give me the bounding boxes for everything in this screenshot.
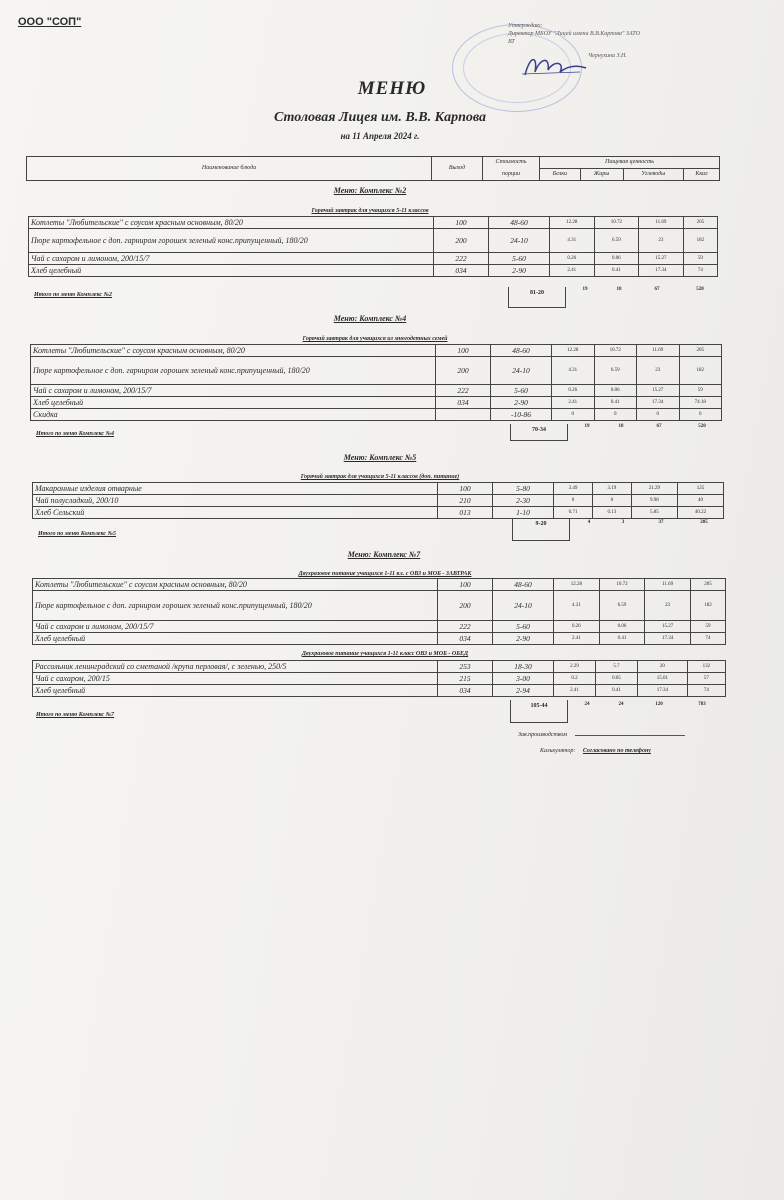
complex-2-table bbox=[28, 216, 718, 277]
dish-kcal: 182 bbox=[690, 591, 725, 621]
dish-name: Чай с сахаром и лимоном, 200/15/7 bbox=[31, 385, 436, 397]
dish-yield: 200 bbox=[434, 229, 489, 253]
dish-name: Хлеб целебный bbox=[31, 397, 436, 409]
production-signature bbox=[518, 732, 685, 738]
header-fat: Жиры bbox=[580, 169, 623, 181]
dish-kcal: 205 bbox=[683, 217, 717, 229]
company-name: ООО "СОП" bbox=[18, 16, 82, 28]
dish-carbs: 21.29 bbox=[631, 483, 677, 495]
dish-kcal: 182 bbox=[679, 357, 722, 385]
table-row bbox=[33, 507, 724, 519]
calc-value: Согласовано по телефону bbox=[582, 748, 651, 754]
dish-protein: 2.41 bbox=[552, 397, 595, 409]
table-row bbox=[33, 621, 726, 633]
header-kcal: Ккал bbox=[683, 169, 719, 181]
total-label: Итого по меню Комплекс №2 bbox=[34, 292, 113, 298]
total-protein: 19 bbox=[582, 287, 588, 292]
dish-carbs: 17.34 bbox=[638, 685, 688, 697]
dish-protein: 12.28 bbox=[550, 217, 595, 229]
dish-fat: 10.72 bbox=[594, 217, 639, 229]
dish-name: Чай с сахаром и лимоном, 200/15/7 bbox=[29, 253, 434, 265]
dish-name: Пюре картофельное с доп. гарниром горошек зеленый конс.припущенный, 180/20 bbox=[29, 229, 434, 253]
dish-name: Чай с сахаром и лимоном, 200/15/7 bbox=[33, 621, 438, 633]
dish-protein: 0.26 bbox=[552, 385, 595, 397]
total-fat: 18 bbox=[616, 287, 622, 292]
header-yield: Выход bbox=[432, 157, 483, 181]
complex-subtitle: Горячий завтрак для учащихся из многодетных семей bbox=[302, 336, 448, 342]
dish-yield: 100 bbox=[438, 483, 493, 495]
calculator-block bbox=[540, 748, 651, 754]
dish-price: 18-30 bbox=[493, 661, 554, 673]
dish-kcal: 74 bbox=[683, 265, 717, 277]
dish-yield: 222 bbox=[434, 253, 489, 265]
complex-7-lunch-table bbox=[32, 660, 726, 697]
page-date: на 11 Апреля 2024 г. bbox=[340, 131, 420, 141]
dish-carbs: 23 bbox=[639, 229, 684, 253]
dish-price: 5-60 bbox=[491, 385, 552, 397]
total-kcal: 783 bbox=[698, 702, 706, 707]
dish-fat: 6.59 bbox=[594, 229, 639, 253]
dish-name: Чай с сахаром, 200/15 bbox=[33, 673, 438, 685]
dish-name: Скидка bbox=[31, 409, 436, 421]
dish-yield: 200 bbox=[436, 357, 491, 385]
dish-price: 2-90 bbox=[491, 397, 552, 409]
dish-kcal: 74.18 bbox=[679, 397, 722, 409]
complex-7-breakfast-table bbox=[32, 578, 726, 645]
dish-carbs: 5.85 bbox=[631, 507, 677, 519]
table-row bbox=[31, 397, 722, 409]
dish-protein: 2.41 bbox=[554, 633, 600, 645]
dish-protein: 0.26 bbox=[550, 253, 595, 265]
dish-fat: 3.19 bbox=[592, 483, 631, 495]
dish-price: 24-10 bbox=[493, 591, 554, 621]
dish-fat: 0 bbox=[592, 495, 631, 507]
dish-fat: 10.72 bbox=[599, 579, 645, 591]
total-price: 105-44 bbox=[510, 700, 568, 723]
page-subtitle: Столовая Лицея им. В.В. Карпова bbox=[273, 110, 487, 125]
complex-title: Меню: Комплекс №4 bbox=[333, 314, 407, 323]
dish-yield: 034 bbox=[438, 633, 493, 645]
complex-title: Меню: Комплекс №2 bbox=[333, 186, 407, 195]
total-label: Итого по меню Комплекс №5 bbox=[38, 531, 117, 537]
total-carbs: 67 bbox=[654, 287, 660, 292]
dish-yield: 210 bbox=[438, 495, 493, 507]
dish-name: Рассольник ленинградский со сметаной /крупа перловая/, с зеленью, 250/5 bbox=[33, 661, 438, 673]
dish-carbs: 11.69 bbox=[645, 579, 691, 591]
complex-title: Меню: Комплекс №7 bbox=[347, 550, 421, 559]
dish-protein: 3.49 bbox=[554, 483, 593, 495]
dish-price: 5-60 bbox=[493, 621, 554, 633]
dish-name: Котлеты "Любительские" с соусом красным основным, 80/20 bbox=[33, 579, 438, 591]
dish-protein: 4.31 bbox=[554, 591, 600, 621]
total-protein: 19 bbox=[584, 424, 590, 429]
dish-fat: 0.13 bbox=[592, 507, 631, 519]
page-title: МЕНЮ bbox=[357, 78, 427, 99]
approval-line: ВТ bbox=[508, 39, 515, 45]
dish-kcal: 205 bbox=[679, 345, 722, 357]
dish-fat: 0.06 bbox=[594, 385, 637, 397]
dish-fat: 0.06 bbox=[594, 253, 639, 265]
approval-line: Директор МБОУ "Лицей имени В.В.Карпова" ЗАТО bbox=[508, 31, 640, 37]
dish-price: -10-86 bbox=[491, 409, 552, 421]
dish-price: 48-60 bbox=[489, 217, 550, 229]
table-row bbox=[31, 357, 722, 385]
dish-name: Хлеб целебный bbox=[29, 265, 434, 277]
signature-icon bbox=[520, 50, 590, 80]
dish-yield: 034 bbox=[438, 685, 493, 697]
dish-kcal: 205 bbox=[690, 579, 725, 591]
dish-kcal: 74 bbox=[687, 685, 725, 697]
dish-fat: 5.7 bbox=[596, 661, 638, 673]
complex-4-table bbox=[30, 344, 722, 421]
dish-yield: 222 bbox=[436, 385, 491, 397]
table-row bbox=[31, 409, 722, 421]
dish-name: Котлеты "Любительские" с соусом красным основным, 80/20 bbox=[31, 345, 436, 357]
dish-kcal: 40 bbox=[677, 495, 723, 507]
dish-name: Хлеб целебный bbox=[33, 685, 438, 697]
dish-kcal: 74 bbox=[690, 633, 725, 645]
complex-title: Меню: Комплекс №5 bbox=[343, 453, 417, 462]
complex-5-table bbox=[32, 482, 724, 519]
complex-subtitle: Двухразовое питание учащихся 1-11 кл. с ОВЗ и МОБ - ЗАВТРАК bbox=[298, 571, 472, 577]
dish-protein: 0.26 bbox=[554, 621, 600, 633]
dish-name: Чай полусладкий, 200/10 bbox=[33, 495, 438, 507]
dish-carbs: 17.34 bbox=[645, 633, 691, 645]
table-row bbox=[33, 495, 724, 507]
dish-kcal: 57 bbox=[687, 673, 725, 685]
table-row bbox=[33, 685, 726, 697]
total-price: 81-20 bbox=[508, 287, 566, 308]
dish-yield: 034 bbox=[436, 397, 491, 409]
dish-carbs: 23 bbox=[645, 591, 691, 621]
dish-kcal: 59 bbox=[683, 253, 717, 265]
header-cost-sub: порции bbox=[483, 169, 540, 181]
dish-price: 48-60 bbox=[493, 579, 554, 591]
dish-yield: 034 bbox=[434, 265, 489, 277]
dish-yield: 215 bbox=[438, 673, 493, 685]
dish-carbs: 11.69 bbox=[639, 217, 684, 229]
dish-fat: 0 bbox=[594, 409, 637, 421]
total-carbs: 37 bbox=[658, 520, 664, 525]
dish-price: 24-10 bbox=[489, 229, 550, 253]
total-fat: 3 bbox=[621, 520, 625, 525]
total-protein: 24 bbox=[584, 702, 590, 707]
dish-carbs: 15.27 bbox=[645, 621, 691, 633]
dish-yield: 253 bbox=[438, 661, 493, 673]
dish-kcal: 59 bbox=[690, 621, 725, 633]
table-row bbox=[31, 385, 722, 397]
total-label: Итого по меню Комплекс №4 bbox=[36, 431, 115, 437]
table-row bbox=[29, 229, 718, 253]
dish-carbs: 23 bbox=[637, 357, 680, 385]
dish-kcal: 0 bbox=[679, 409, 722, 421]
dish-carbs: 15.01 bbox=[638, 673, 688, 685]
header-protein: Белки bbox=[540, 169, 581, 181]
dish-price: 2-90 bbox=[489, 265, 550, 277]
dish-price: 5-80 bbox=[493, 483, 554, 495]
approval-line: Утверждаю: bbox=[508, 23, 543, 29]
dish-protein: 0 bbox=[554, 495, 593, 507]
dish-carbs: 9.98 bbox=[631, 495, 677, 507]
total-fat: 18 bbox=[618, 424, 624, 429]
dish-fat: 0.41 bbox=[594, 397, 637, 409]
dish-yield: 222 bbox=[438, 621, 493, 633]
dish-protein: 4.31 bbox=[550, 229, 595, 253]
header-cost: Стоимость bbox=[483, 157, 540, 169]
header-name: Наименование блюда bbox=[27, 157, 432, 181]
dish-carbs: 17.34 bbox=[639, 265, 684, 277]
dish-kcal: 59 bbox=[679, 385, 722, 397]
dish-name: Хлеб целебный bbox=[33, 633, 438, 645]
dish-carbs: 17.34 bbox=[637, 397, 680, 409]
dish-price: 3-00 bbox=[493, 673, 554, 685]
dish-kcal: 40.22 bbox=[677, 507, 723, 519]
dish-protein: 2.41 bbox=[554, 685, 596, 697]
table-row bbox=[33, 579, 726, 591]
dish-carbs: 0 bbox=[637, 409, 680, 421]
complex-subtitle: Горячий завтрак для учащихся 5-11 классов (доп. питание) bbox=[300, 474, 460, 480]
complex-subtitle: Горячий завтрак для учащихся 5-11 классов bbox=[311, 208, 429, 214]
dish-fat: 0.05 bbox=[596, 673, 638, 685]
complex-subtitle-lunch: Двухразовое питание учащихся 1-11 класс ОВЗ и МОБ - ОБЕД bbox=[301, 651, 469, 657]
dish-kcal: 132 bbox=[687, 661, 725, 673]
dish-fat: 0.41 bbox=[594, 265, 639, 277]
dish-price: 24-10 bbox=[491, 357, 552, 385]
dish-name: Пюре картофельное с доп. гарниром горошек зеленый конс.припущенный, 180/20 bbox=[33, 591, 438, 621]
dish-name: Макаронные изделия отварные bbox=[33, 483, 438, 495]
dish-kcal: 182 bbox=[683, 229, 717, 253]
dish-protein: 4.31 bbox=[552, 357, 595, 385]
approval-name: Чернухина З.Н. bbox=[588, 53, 627, 59]
dish-fat: 6.59 bbox=[594, 357, 637, 385]
dish-protein: 2.29 bbox=[554, 661, 596, 673]
dish-carbs: 15.27 bbox=[639, 253, 684, 265]
header-carbs: Углеводы bbox=[623, 169, 683, 181]
dish-name: Хлеб Сельский bbox=[33, 507, 438, 519]
dish-price: 2-30 bbox=[493, 495, 554, 507]
dish-fat: 10.72 bbox=[594, 345, 637, 357]
dish-yield: 100 bbox=[436, 345, 491, 357]
total-kcal: 520 bbox=[698, 424, 706, 429]
dish-yield: 100 bbox=[438, 579, 493, 591]
total-label: Итого по меню Комплекс №7 bbox=[36, 712, 115, 718]
dish-yield: 100 bbox=[434, 217, 489, 229]
dish-yield: 200 bbox=[438, 591, 493, 621]
dish-protein: 12.28 bbox=[554, 579, 600, 591]
dish-price: 5-60 bbox=[489, 253, 550, 265]
dish-fat: 0.41 bbox=[599, 633, 645, 645]
dish-fat: 0.41 bbox=[596, 685, 638, 697]
dish-protein: 0 bbox=[552, 409, 595, 421]
dish-protein: 2.41 bbox=[550, 265, 595, 277]
table-row bbox=[29, 217, 718, 229]
table-row bbox=[29, 265, 718, 277]
dish-protein: 12.28 bbox=[552, 345, 595, 357]
dish-carbs: 15.27 bbox=[637, 385, 680, 397]
dish-kcal: 125 bbox=[677, 483, 723, 495]
dish-price: 48-60 bbox=[491, 345, 552, 357]
table-row bbox=[33, 591, 726, 621]
dish-name: Пюре картофельное с доп. гарниром горошек зеленый конс.припущенный, 180/20 bbox=[31, 357, 436, 385]
dish-yield bbox=[436, 409, 491, 421]
table-row bbox=[33, 483, 724, 495]
dish-price: 2-94 bbox=[493, 685, 554, 697]
dish-fat: 0.06 bbox=[599, 621, 645, 633]
dish-protein: 0.2 bbox=[554, 673, 596, 685]
total-price: 70-34 bbox=[510, 424, 568, 441]
total-carbs: 120 bbox=[655, 702, 663, 707]
dish-price: 1-10 bbox=[493, 507, 554, 519]
table-row bbox=[29, 253, 718, 265]
dish-carbs: 11.69 bbox=[637, 345, 680, 357]
table-row bbox=[31, 345, 722, 357]
total-price: 9-20 bbox=[512, 518, 570, 541]
table-row bbox=[33, 673, 726, 685]
total-carbs: 67 bbox=[656, 424, 662, 429]
dish-carbs: 20 bbox=[638, 661, 688, 673]
dish-fat: 6.59 bbox=[599, 591, 645, 621]
signature-line bbox=[575, 735, 685, 736]
total-kcal: 205 bbox=[700, 520, 708, 525]
dish-yield: 013 bbox=[438, 507, 493, 519]
total-protein: 4 bbox=[587, 520, 591, 525]
dish-price: 2-90 bbox=[493, 633, 554, 645]
total-fat: 24 bbox=[618, 702, 624, 707]
header-table bbox=[26, 156, 720, 181]
header-nutrition: Пищевая ценность bbox=[540, 157, 720, 169]
dish-protein: 0.71 bbox=[554, 507, 593, 519]
table-row bbox=[33, 633, 726, 645]
table-row bbox=[33, 661, 726, 673]
total-kcal: 520 bbox=[696, 287, 704, 292]
dish-name: Котлеты "Любительские" с соусом красным основным, 80/20 bbox=[29, 217, 434, 229]
production-label: Зав.производством bbox=[518, 732, 568, 738]
calc-label: Калькулятор: bbox=[540, 748, 576, 754]
